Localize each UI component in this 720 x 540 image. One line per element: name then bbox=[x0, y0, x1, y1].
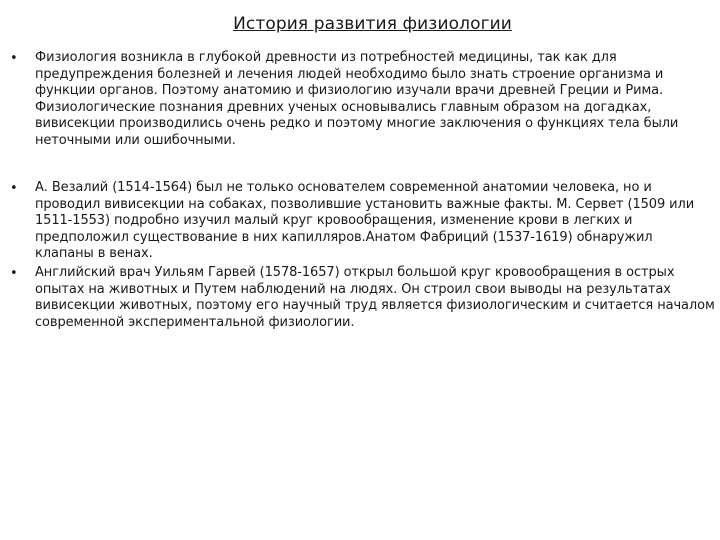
bullet-icon: • bbox=[10, 266, 18, 281]
list-item-text: А. Везалий (1514-1564) был не только основателем современной анатомии человека, но и проводил вивисекции на собаках, позволившие установить важные факты. М. Сервет (1509 или 1511-1553) подробно изучил малый круг кровообращения, изменение крови в легких и предположил существование в них капилляров.Анатом Фабриций (1537-1619) обнаружил клапаны в венах. bbox=[35, 180, 695, 262]
list-item-text: Английский врач Уильям Гарвей (1578-1657) открыл большой круг кровообращения в острых опытах на животных и Путем наблюдений на людях. Он строил свои выводы на результатах вивисекции животных, поэтому его научный труд является физиологическим и считается началом современной экспериментальной физиологии. bbox=[35, 265, 715, 330]
bullet-icon: • bbox=[10, 51, 18, 66]
list-item-text: Физиология возникла в глубокой древности из потребностей медицины, так как для предупреждения болезней и лечения людей необходимо было знать строение организма и функции органов. Поэтому анатомию и физиологию изучали врачи древней Греции и Рима. Физиологические познания древних ученых основывались главным образом на догадках, вивисекции производились очень редко и поэтому многие заключения о функциях тела были неточными или ошибочными. bbox=[35, 50, 679, 148]
slide-title: История развития физиологии bbox=[233, 14, 512, 34]
bullet-icon: • bbox=[10, 181, 18, 196]
